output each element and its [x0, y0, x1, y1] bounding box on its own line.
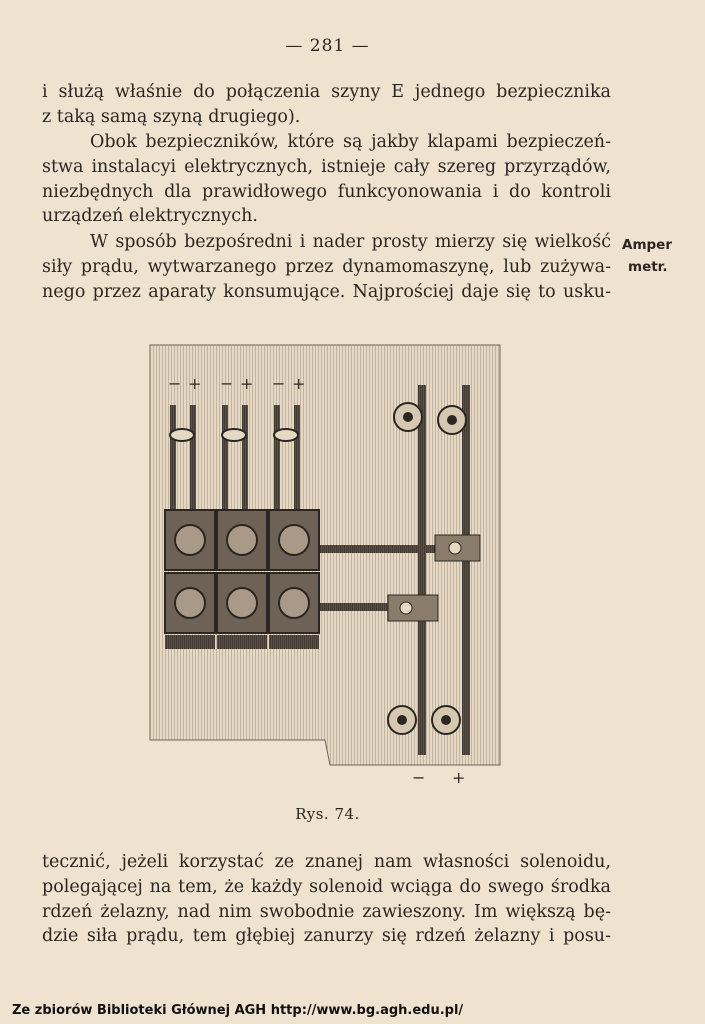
paragraph-2	[42, 130, 611, 229]
text-line: W sposób bezpośredni i nader prosty mierzy się wielkość	[90, 232, 611, 252]
polarity-label: −	[412, 768, 426, 787]
polarity-label: −	[220, 374, 234, 393]
library-footer: Ze zbiorów Biblioteki Głównej AGH http://www.bg.agh.edu.pl/	[12, 1003, 464, 1018]
polarity-label: +	[292, 374, 306, 393]
margin-note	[622, 234, 672, 278]
paragraph-1	[42, 80, 611, 130]
text-line: polegającej na tem, że każdy solenoid wciąga do swego środka	[42, 876, 611, 897]
margin-note-line: Amper	[622, 237, 672, 253]
text-line: rdzeń żelazny, nad nim swobodnie zawieszony. Im większą bę-	[42, 901, 611, 922]
text-line: z taką samą szyną drugiego).	[42, 106, 301, 127]
text-line: siły prądu, wytwarzanego przez dynamomaszynę, lub zużywa-	[42, 256, 611, 277]
polarity-label: −	[168, 374, 182, 393]
page-number: — 281 —	[285, 36, 370, 56]
paragraph-4	[42, 850, 611, 949]
polarity-label: −	[272, 374, 286, 393]
text-line: Obok bezpieczników, które są jakby klapami bezpieczeń-	[90, 132, 611, 152]
text-line: nego przez aparaty konsumujące. Najprościej daje się to usku-	[42, 281, 611, 302]
margin-note-line: metr.	[628, 259, 668, 275]
figure-illustration	[150, 345, 500, 787]
text-line: urządzeń elektrycznych.	[42, 206, 258, 227]
text-line: dzie siła prądu, tem głębiej zanurzy się rdzeń żelazny i posu-	[42, 926, 611, 947]
text-line: i służą właśnie do połączenia szyny E jednego bezpiecznika	[42, 82, 611, 102]
text-line: niezbędnych dla prawidłowego funkcyonowania i do kontroli	[42, 181, 611, 202]
polarity-label: +	[188, 374, 202, 393]
text-line: stwa instalacyi elektrycznych, istnieje cały szereg przyrządów,	[42, 156, 611, 177]
text-line: tecznić, jeżeli korzystać ze znanej nam własności solenoidu,	[42, 852, 611, 872]
figure-caption: Rys. 74.	[295, 805, 360, 823]
figure-fuse-board	[150, 345, 500, 787]
polarity-label: +	[452, 768, 466, 787]
paragraph-3	[42, 230, 611, 304]
polarity-label: +	[240, 374, 254, 393]
